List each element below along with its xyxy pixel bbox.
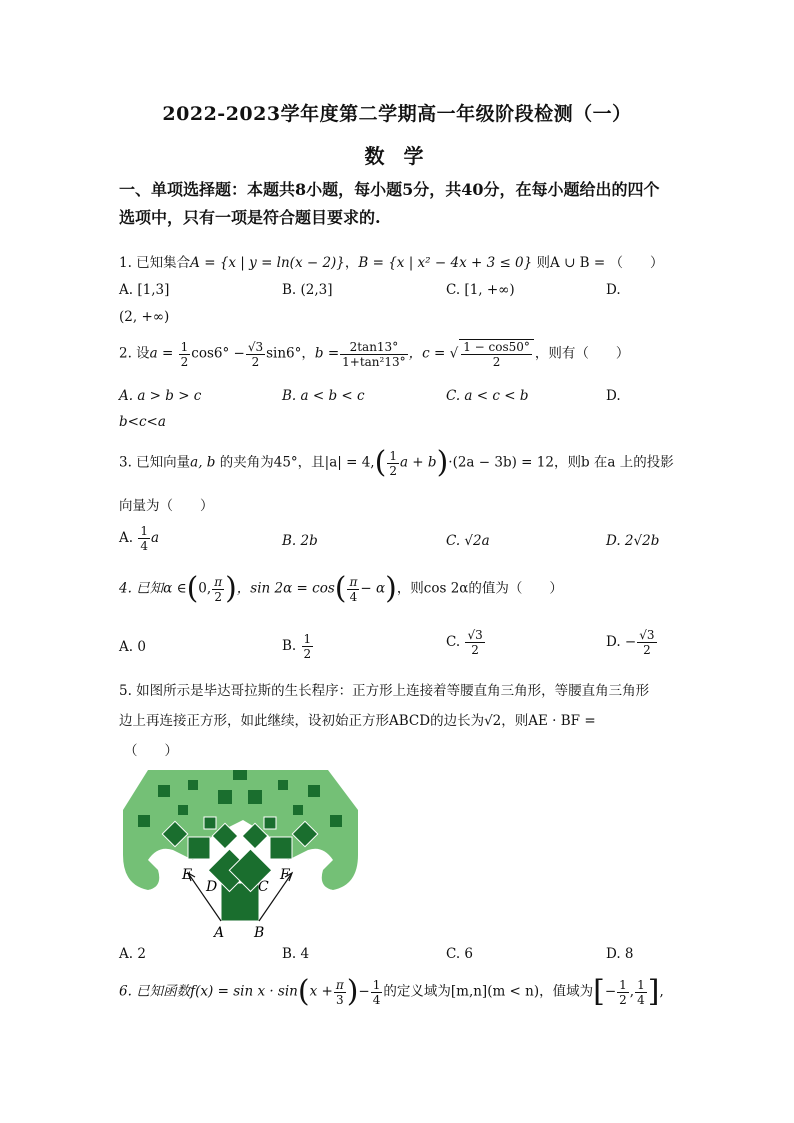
q1-option-c: C. [1, +∞) (446, 282, 515, 298)
q3-option-a: A. $\frac{1}{4}$ a (119, 524, 160, 553)
q4-option-c: C. $\frac{√3}{2}$ (446, 628, 483, 657)
label-e: E (182, 867, 193, 883)
q2-option-d: D. (606, 388, 621, 404)
label-d: D (206, 879, 218, 895)
q1-option-b: B. (2,3] (282, 282, 333, 298)
label-a: A (214, 925, 225, 940)
section-heading: 一、单项选择题：本题共8小题，每小题5分，共40分，在每小题给出的四个 选项中，只有一项是符合题目要求的. (119, 180, 660, 227)
q3-stem: 3. 已知向量a, b 的夹角为45°，且|a| = 4,( $\frac{1}{2}$ a + b)·(2a − 3b) = 12，则b 在a 上的投影 (119, 445, 674, 480)
label-b: B (254, 925, 265, 940)
q2-option-b: B. a < b < c (282, 388, 365, 404)
subject-title: 数 学 (364, 144, 430, 168)
q4-option-b: B. $\frac{1}{2}$ (282, 632, 312, 661)
q5-option-c: C. 6 (446, 946, 474, 962)
q5-stem-line2: 边上再连接正方形，如此继续，设初始正方形ABCD的边长为√2，则AE · BF = (119, 713, 596, 729)
pythagoras-tree-figure (118, 765, 363, 940)
q3-option-b: B. 2b (282, 533, 318, 549)
q4-option-a: A. 0 (119, 639, 146, 655)
q4-option-d: D. − $\frac{√3}{2}$ (606, 628, 655, 657)
q2-option-a: A. a > b > c (119, 388, 202, 404)
label-f: F (280, 867, 290, 883)
q1-option-d-value: (2, +∞) (119, 309, 170, 325)
q1-option-a: A. [1,3] (119, 282, 170, 298)
q4-stem: 4. 已知α ∈(0, $\frac{\pi}{2}$ )，sin 2α = cos( $\frac{\pi}{4}$ − α)，则cos 2α的值为（ ） (119, 571, 563, 606)
q2-option-d-value: b<c<a (119, 414, 166, 430)
q3-option-c: C. √2a (446, 533, 490, 549)
q3-option-d: D. 2√2b (606, 533, 660, 549)
q5-stem-line1: 5. 如图所示是毕达哥拉斯的生长程序：正方形上连接着等腰直角三角形，等腰直角三角形 (119, 683, 650, 699)
q2-stem: 2. 设a = $\frac{1}{2}$ cos6° − $\frac{√3}{2}$ sin6°，b = $\frac{2\tan 13^\circ}{\text{1+tan²13°}}$ ，c = √ $\frac{1 - \cos 50^\circ}{2}$ ，则有（ ） (119, 339, 630, 369)
q6-stem: 6. 已知函数f(x) = sin x · sin(x + $\frac{\pi}{3}$ )− $\frac{1}{4}$ 的定义域为[m,n](m < n)，值域为[− $\frac{1}{2}$ , $\frac{1}{4}$ ], (119, 974, 664, 1009)
q3-stem-line2: 向量为（ ） (119, 498, 214, 514)
q5-option-b: B. 4 (282, 946, 310, 962)
q5-stem-line3: （ ） (124, 743, 178, 759)
q5-option-a: A. 2 (119, 946, 146, 962)
label-c: C (258, 879, 269, 895)
q5-option-d: D. 8 (606, 946, 634, 962)
q2-option-c: C. a < c < b (446, 388, 529, 404)
q1-stem: 1. 已知集合A = {x | y = ln(x − 2)}，B = {x | x² − 4x + 3 ≤ 0} 则A ∪ B = （ ） (119, 255, 664, 271)
q1-option-d: D. (606, 282, 621, 298)
exam-title: 2022-2023学年度第二学期高一年级阶段检测（一） (162, 103, 632, 125)
